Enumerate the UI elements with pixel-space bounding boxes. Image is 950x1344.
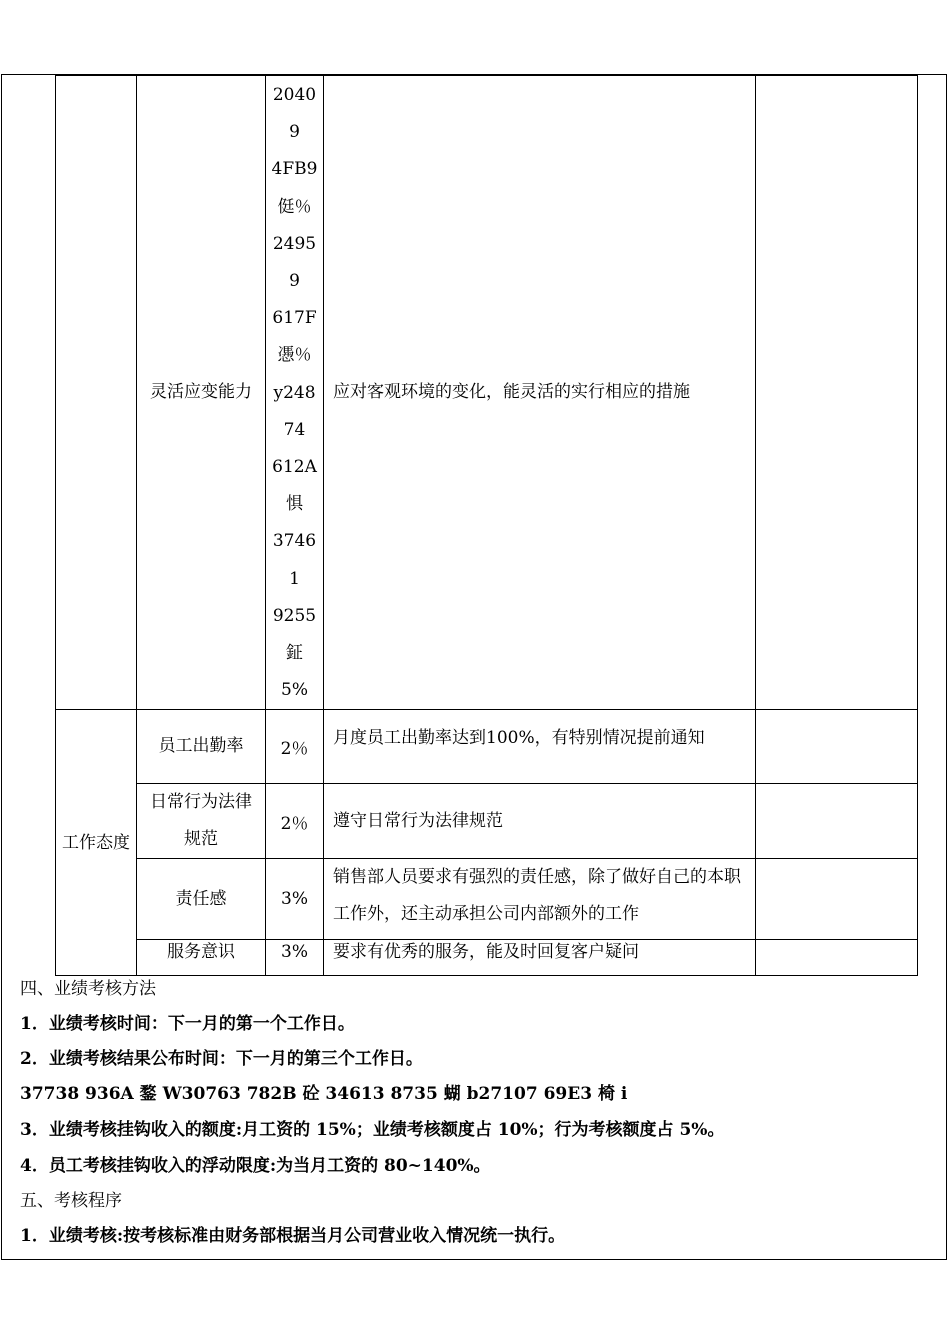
weight-line: 612A <box>272 457 317 478</box>
weight-cell: 3% <box>266 940 324 976</box>
method-item-3: 3．业绩考核挂钩收入的额度:月工资的 15%；业绩考核额度占 10%；行为考核额度占 5%。 <box>20 1120 725 1140</box>
weight-line: 侹％ <box>277 196 312 217</box>
item-label: 灵活应变能力 <box>150 382 252 403</box>
description-text: 月度员工出勤率达到100%，有特别情况提前通知 <box>333 728 705 749</box>
item-cell <box>137 710 266 784</box>
item-label: 服务意识 <box>167 942 235 963</box>
weight-line: 9 <box>289 271 300 292</box>
item-cell <box>137 76 266 710</box>
remark-cell <box>756 76 918 710</box>
weight-line: 惧 <box>286 494 303 515</box>
weight-line: 617F <box>272 308 317 329</box>
description-text: 应对客观环境的变化，能灵活的实行相应的措施 <box>333 382 690 403</box>
weight-line: 1 <box>289 568 300 589</box>
description-cell <box>324 710 756 784</box>
method-item-2: 2．业绩考核结果公布时间：下一月的第三个工作日。 <box>20 1049 423 1069</box>
assessment-table <box>55 75 918 976</box>
item-label: 日常行为法律规范 <box>150 792 252 850</box>
remark-cell <box>756 940 918 976</box>
weight-line: 74 <box>283 419 306 440</box>
weight-line: 9255 <box>272 605 317 626</box>
weight-line: 慿％ <box>277 345 312 366</box>
table-row <box>56 784 918 859</box>
weight-line: 4FB9 <box>271 159 318 180</box>
weight-line: 2495 <box>272 233 317 254</box>
item-label: 责任感 <box>175 888 227 909</box>
description-text: 要求有优秀的服务，能及时回复客户疑问 <box>333 942 639 963</box>
item-cell <box>137 784 266 859</box>
item-cell <box>137 859 266 940</box>
weight-line: 2040 <box>272 85 317 105</box>
weight-line: 5% <box>281 680 308 701</box>
weight-cell: 3% <box>266 859 324 940</box>
item-cell <box>137 940 266 976</box>
category-cell-empty <box>56 76 137 710</box>
description-text: 遵守日常行为法律规范 <box>333 810 503 831</box>
method-item-4: 4．员工考核挂钩收入的浮动限度:为当月工资的 80~140%。 <box>20 1156 491 1176</box>
weight-cell: 2％ <box>266 784 324 859</box>
weight-cell <box>266 76 324 710</box>
table-row <box>56 76 918 710</box>
description-cell <box>324 784 756 859</box>
table-row <box>56 859 918 940</box>
weight-line: 3746 <box>272 531 317 552</box>
weight-cell: 2％ <box>266 710 324 784</box>
item-label: 员工出勤率 <box>158 736 244 757</box>
weight-line: 9 <box>289 122 300 143</box>
method-heading: 四、业绩考核方法 <box>20 979 156 999</box>
procedure-item-1: 1．业绩考核:按考核标准由财务部根据当月公司营业收入情况统一执行。 <box>20 1226 566 1246</box>
weight-line: 鉦 <box>286 643 303 664</box>
remark-cell <box>756 710 918 784</box>
category-label: 工作态度 <box>62 832 130 853</box>
remark-cell <box>756 784 918 859</box>
garbled-line: 37738 936A 鍪 W30763 782B 砼 34613 8735 蝴 b27107 69E3 椅 i <box>20 1084 628 1104</box>
method-item-1: 1．业绩考核时间：下一月的第一个工作日。 <box>20 1014 355 1034</box>
weight-line: y248 <box>273 382 316 403</box>
description-cell <box>324 859 756 940</box>
table-row <box>56 940 918 976</box>
weight-stack <box>266 77 323 709</box>
procedure-heading: 五、考核程序 <box>20 1191 122 1211</box>
table-row <box>56 710 918 784</box>
description-cell <box>324 76 756 710</box>
description-text: 销售部人员要求有强烈的责任感，除了做好自己的本职工作外，还主动承担公司内部额外的工作 <box>333 867 741 925</box>
category-cell <box>56 710 137 976</box>
description-cell <box>324 940 756 976</box>
remark-cell <box>756 859 918 940</box>
